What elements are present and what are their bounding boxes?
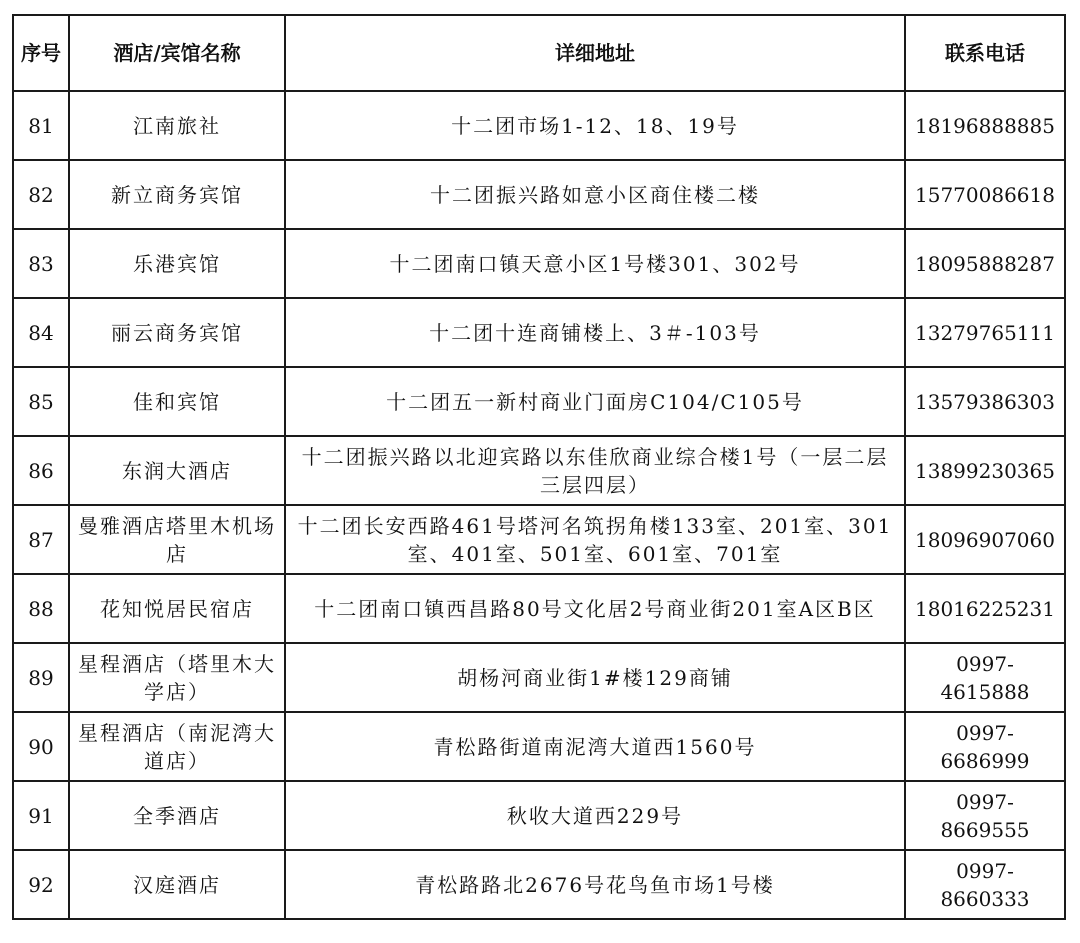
cell-address: 十二团振兴路如意小区商住楼二楼 xyxy=(285,160,905,229)
cell-name: 东润大酒店 xyxy=(69,436,285,505)
cell-address: 十二团十连商铺楼上、3＃-103号 xyxy=(285,298,905,367)
cell-address: 十二团南口镇天意小区1号楼301、302号 xyxy=(285,229,905,298)
cell-no: 92 xyxy=(13,850,69,919)
cell-address: 秋收大道西229号 xyxy=(285,781,905,850)
table-row xyxy=(13,781,1065,850)
cell-name: 星程酒店（南泥湾大道店） xyxy=(69,712,285,781)
cell-address: 十二团振兴路以北迎宾路以东佳欣商业综合楼1号（一层二层三层四层） xyxy=(285,436,905,505)
header-phone: 联系电话 xyxy=(905,15,1065,91)
cell-name: 新立商务宾馆 xyxy=(69,160,285,229)
header-no: 序号 xyxy=(13,15,69,91)
table-row xyxy=(13,505,1065,574)
cell-name: 曼雅酒店塔里木机场店 xyxy=(69,505,285,574)
header-name: 酒店/宾馆名称 xyxy=(69,15,285,91)
table-row xyxy=(13,229,1065,298)
table-row xyxy=(13,850,1065,919)
cell-no: 86 xyxy=(13,436,69,505)
header-address: 详细地址 xyxy=(285,15,905,91)
cell-no: 82 xyxy=(13,160,69,229)
cell-no: 90 xyxy=(13,712,69,781)
cell-phone: 18196888885 xyxy=(905,91,1065,160)
cell-phone: 18096907060 xyxy=(905,505,1065,574)
cell-address: 胡杨河商业街1#楼129商铺 xyxy=(285,643,905,712)
cell-address: 十二团市场1-12、18、19号 xyxy=(285,91,905,160)
cell-no: 87 xyxy=(13,505,69,574)
cell-address: 十二团五一新村商业门面房C104/C105号 xyxy=(285,367,905,436)
cell-no: 89 xyxy=(13,643,69,712)
cell-name: 星程酒店（塔里木大学店） xyxy=(69,643,285,712)
cell-address: 青松路路北2676号花鸟鱼市场1号楼 xyxy=(285,850,905,919)
cell-address: 青松路街道南泥湾大道西1560号 xyxy=(285,712,905,781)
cell-name: 汉庭酒店 xyxy=(69,850,285,919)
cell-address: 十二团长安西路461号塔河名筑拐角楼133室、201室、301室、401室、501室、601室、701室 xyxy=(285,505,905,574)
cell-phone: 18016225231 xyxy=(905,574,1065,643)
table-row xyxy=(13,91,1065,160)
cell-phone: 18095888287 xyxy=(905,229,1065,298)
cell-name: 江南旅社 xyxy=(69,91,285,160)
cell-no: 81 xyxy=(13,91,69,160)
cell-phone: 0997-8660333 xyxy=(905,850,1065,919)
cell-name: 佳和宾馆 xyxy=(69,367,285,436)
cell-no: 88 xyxy=(13,574,69,643)
table-row xyxy=(13,574,1065,643)
cell-name: 乐港宾馆 xyxy=(69,229,285,298)
cell-no: 85 xyxy=(13,367,69,436)
cell-no: 84 xyxy=(13,298,69,367)
table-body xyxy=(13,91,1065,919)
hotel-table xyxy=(12,14,1066,920)
cell-address: 十二团南口镇西昌路80号文化居2号商业街201室A区B区 xyxy=(285,574,905,643)
table-row xyxy=(13,643,1065,712)
cell-no: 83 xyxy=(13,229,69,298)
table-row xyxy=(13,160,1065,229)
cell-phone: 13579386303 xyxy=(905,367,1065,436)
cell-name: 全季酒店 xyxy=(69,781,285,850)
cell-no: 91 xyxy=(13,781,69,850)
table-row xyxy=(13,712,1065,781)
cell-name: 丽云商务宾馆 xyxy=(69,298,285,367)
table-header-row xyxy=(13,15,1065,91)
table-row xyxy=(13,367,1065,436)
table-row xyxy=(13,436,1065,505)
cell-phone: 0997-8669555 xyxy=(905,781,1065,850)
cell-phone: 13279765111 xyxy=(905,298,1065,367)
cell-phone: 13899230365 xyxy=(905,436,1065,505)
cell-phone: 0997-6686999 xyxy=(905,712,1065,781)
cell-name: 花知悦居民宿店 xyxy=(69,574,285,643)
cell-phone: 0997-4615888 xyxy=(905,643,1065,712)
cell-phone: 15770086618 xyxy=(905,160,1065,229)
table-row xyxy=(13,298,1065,367)
